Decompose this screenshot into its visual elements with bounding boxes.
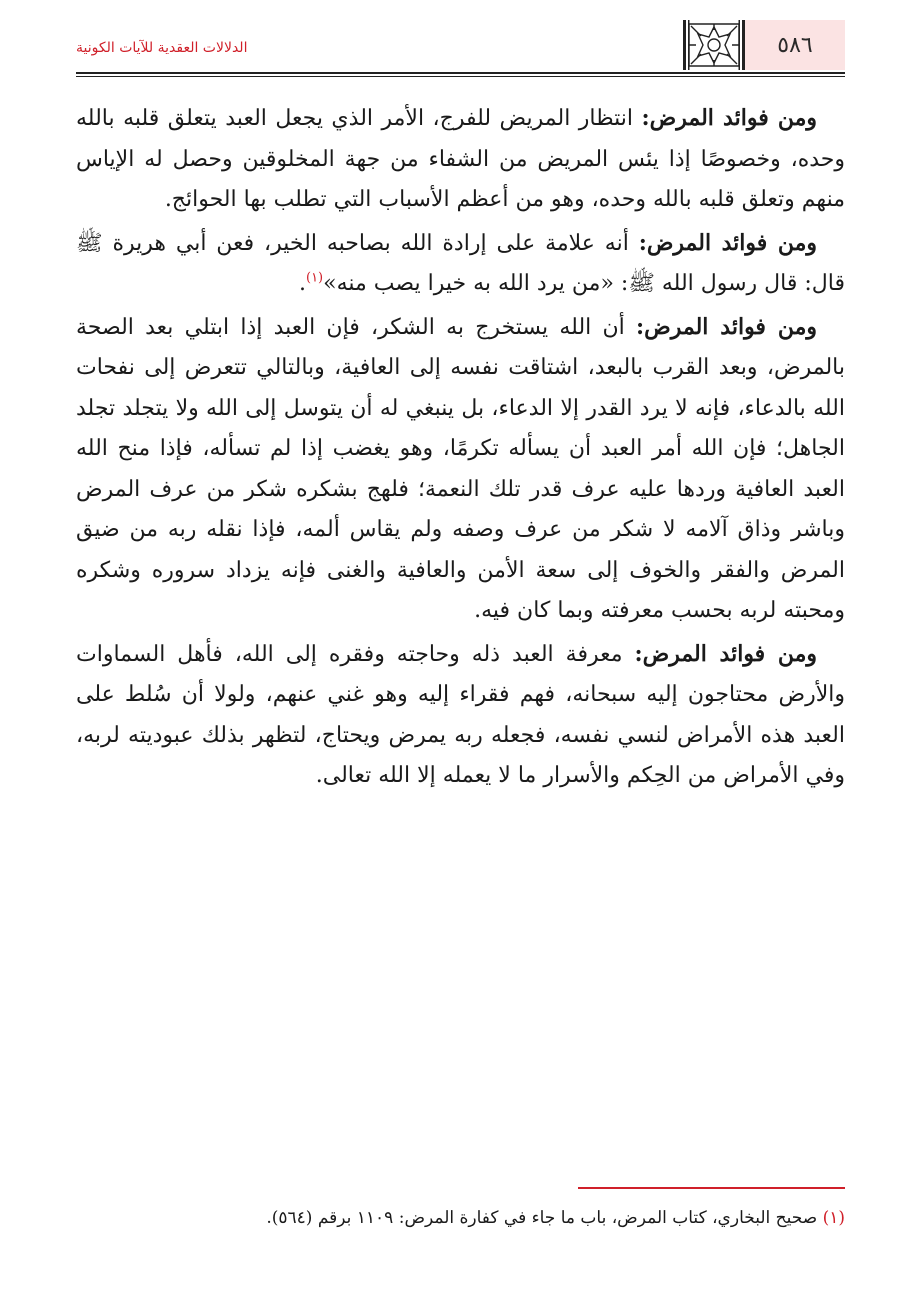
footnote-number: (١) xyxy=(822,1208,845,1228)
footnote xyxy=(76,1203,845,1233)
paragraph-text: أن الله يستخرج به الشكر، فإن العبد إذا ابتلي بعد الصحة بالمرض، وبعد القرب بالبعد، اشتاقت نفسه إلى العافية، وبالتالي تتعرض إلى نفحات الله بالدعاء، فإنه لا يرد القدر إلا الدعاء، بل ينبغي له أن يتوسل إلى الله ولا يتجلد تجلد الجاهل؛ فإن الله أمر العبد أن يسأله تكرمًا، وهو يغضب إذا لم تسأله، فإذا منح الله العبد العافية وردها عليه عرف قدر تلك النعمة؛ فلهج بشكره شكر من عرف المرض وباشر وذاق آلامه لا شكر من عرف وصفه ولم يقاس ألمه، فإذا نقله ربه من ضيق المرض والفقر والخوف إلى سعة الأمن والعافية والغنى فإنه يزداد سروره وشكره ومحبته لربه بحسب معرفته وبما كان فيه. xyxy=(76,314,845,623)
paragraph-tail: . xyxy=(298,271,306,296)
header-rule-thin xyxy=(76,76,845,77)
paragraph-lead: ومن فوائد المرض: xyxy=(636,313,817,340)
footnote-text: صحيح البخاري، كتاب المرض، باب ما جاء في كفارة المرض: ١١٠٩ برقم (٥٦٤). xyxy=(266,1208,823,1228)
paragraph-lead: ومن فوائد المرض: xyxy=(634,640,818,667)
paragraph xyxy=(76,223,845,305)
paragraph-lead: ومن فوائد المرض: xyxy=(641,105,818,131)
page-number: ٥٨٦ xyxy=(745,20,845,70)
running-title: الدلالات العقدية للآيات الكونية xyxy=(76,40,248,56)
header-rule xyxy=(76,72,845,74)
paragraph xyxy=(76,634,845,797)
paragraph-text: أنه علامة على إرادة الله بصاحبه الخير، فعن أبي هريرة ﷺ قال: قال رسول الله ﷺ: «من يرد الله به خيرا يصب منه» xyxy=(76,230,845,296)
main-text xyxy=(76,98,845,799)
geometric-star-ornament-icon xyxy=(687,22,741,68)
paragraph-text: انتظار المريض للفرج، الأمر الذي يجعل العبد يتعلق قلبه بالله وحده، وخصوصًا إذا يئس المريض من الشفاء من جهة المخلوقين وحصل له الإياس منهم وتعلق قلبه بالله وحده، وهو من أعظم الأسباب التي تطلب بها الحوائج. xyxy=(76,106,845,212)
page-header xyxy=(76,20,845,72)
paragraph xyxy=(76,98,845,221)
paragraph-text: معرفة العبد ذله وحاجته وفقره إلى الله، فأهل السماوات والأرض محتاجون إليه سبحانه، فهم فقراء إليه وهو غني عنهم، ولولا أن سُلط على العبد هذه الأمراض لنسي نفسه، فجعله ربه يمرض ويحتاج، لتظهر بذلك عبوديته لربه، وفي الأمراض من الحِكم والأسرار ما لا يعمله إلا الله تعالى. xyxy=(76,641,845,788)
footnote-reference[interactable]: (١) xyxy=(305,270,324,286)
paragraph xyxy=(76,307,845,632)
paragraph-lead: ومن فوائد المرض: xyxy=(638,229,817,256)
footnote-separator xyxy=(578,1187,845,1189)
